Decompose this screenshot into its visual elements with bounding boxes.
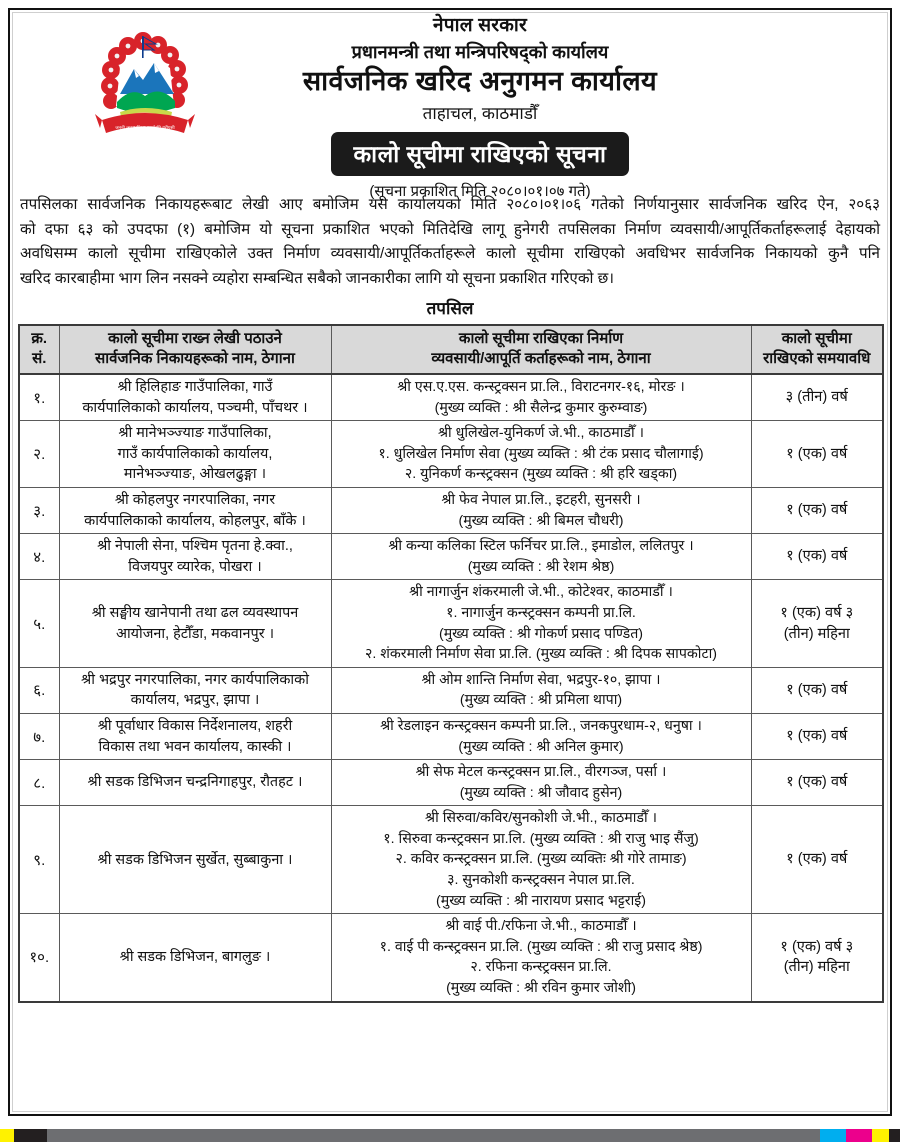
cell-public-body-line: मानेभञ्ज्याङ, ओखलढुङ्गा ।	[123, 466, 267, 483]
cell-duration	[751, 806, 883, 914]
column-header-duration-line2: राखिएको समयावधि	[763, 349, 871, 367]
table-row	[19, 580, 883, 667]
cell-public-body-line: श्री सडक डिभिजन, बागलुङ ।	[119, 949, 271, 966]
cell-firm-name-line: (मुख्य व्यक्ति : श्री बिमल चौधरी)	[458, 512, 624, 529]
blacklist-table	[18, 324, 884, 1003]
cell-public-body	[59, 580, 331, 667]
cell-public-body	[59, 421, 331, 488]
cell-serial-number	[19, 534, 59, 580]
cell-duration-line: १ (एक) वर्ष ३	[780, 938, 854, 955]
column-header-duration-line1: कालो सूचीमा	[781, 329, 852, 347]
cell-duration	[751, 713, 883, 759]
nepal-government-emblem-icon	[90, 28, 200, 152]
cell-firm-name	[331, 374, 751, 421]
cell-duration	[751, 421, 883, 488]
cell-firm-name	[331, 421, 751, 488]
paragraph-line-2: को दफा ६३ को उपदफा (१) बमोजिम यो सूचना प्रकाशित भएको मितिदेखि लागू हुनेगरी तपसिलका निर्माण व्यवसायी/आपूर्तिकर्ताहरूलाई देहायको	[20, 220, 880, 238]
parent-office-name: प्रधानमन्त्री तथा मन्त्रिपरिषद्को कार्यालय	[351, 41, 609, 62]
cell-public-body-line: कार्यपालिकाको कार्यालय, पञ्चमी, पाँचथर ।	[82, 399, 308, 416]
cell-firm-name-line: श्री वाई पी./रफिना जे.भी., काठमाडौँ ।	[445, 918, 637, 935]
cell-duration-line: १ (एक) वर्ष	[786, 851, 848, 868]
cell-duration	[751, 914, 883, 1002]
schedule-label: तपसिल	[426, 298, 474, 318]
print-bar-segment-black	[14, 1129, 47, 1142]
column-header-duration	[751, 325, 883, 375]
cell-firm-name-line: १. नागार्जुन कन्स्ट्रक्सन कम्पनी प्रा.लि.	[446, 604, 636, 621]
cell-firm-name-line: श्री कन्या कलिका स्टिल फर्निचर प्रा.लि., इमाडोल, ललितपुर ।	[388, 538, 694, 555]
cell-duration	[751, 487, 883, 533]
cell-serial-number	[19, 914, 59, 1002]
cell-duration-line: १ (एक) वर्ष	[786, 502, 848, 519]
cell-firm-name-line: १. सिरुवा कन्स्ट्रक्सन प्रा.लि. (मुख्य व्यक्ति : श्री राजु भाइ सैंजु)	[383, 830, 699, 847]
table-row	[19, 374, 883, 421]
cell-duration-line: १ (एक) वर्ष	[786, 548, 848, 565]
cell-public-body	[59, 713, 331, 759]
cell-serial-number-line: ९.	[33, 851, 46, 869]
cell-serial-number-line: २.	[33, 446, 46, 464]
print-bar-segment-magenta	[846, 1129, 872, 1142]
notice-paragraph	[18, 193, 882, 292]
cell-firm-name-line: श्री फेव नेपाल प्रा.लि., इटहरी, सुनसरी ।	[441, 491, 641, 508]
cell-public-body-line: श्री कोहलपुर नगरपालिका, नगर	[114, 492, 276, 509]
cell-firm-name-line: (मुख्य व्यक्ति : श्री अनिल कुमार)	[458, 738, 624, 755]
table-row	[19, 667, 883, 713]
cell-duration	[751, 760, 883, 806]
cell-serial-number-line: ३.	[33, 502, 46, 520]
cell-serial-number-line: ५.	[33, 615, 46, 633]
cell-duration-line: (तीन) महिना	[783, 625, 850, 642]
notice-title-banner: कालो सूचीमा राखिएको सूचना	[331, 132, 628, 176]
cell-firm-name-line: २. युनिकर्ण कन्स्ट्रक्सन (मुख्य व्यक्ति : श्री हरि खड्का)	[404, 466, 678, 483]
cell-serial-number	[19, 713, 59, 759]
publish-date: (सूचना प्रकाशित मिति २०८०।०१।०७ गते)	[369, 182, 591, 200]
paragraph-line-3: अवधिसम्म कालो सूचीमा राखिएकोले उक्त निर्माण व्यवसायी/आपूर्तिकर्ताहरूले कालो सूचीमा राखिएको अवधिभर सार्वजनिक निकायको कुनै पनि	[20, 245, 880, 263]
table-row	[19, 806, 883, 914]
print-bar-segment-gray	[47, 1129, 820, 1142]
column-header-public-body-line2: सार्वजनिक निकायहरूको नाम, ठेगाना	[95, 349, 295, 367]
cell-serial-number	[19, 667, 59, 713]
print-bar-segment-cyan	[820, 1129, 846, 1142]
cell-public-body-line: श्री पूर्वाधार विकास निर्देशनालय, शहरी	[97, 718, 293, 735]
cell-serial-number	[19, 760, 59, 806]
cell-duration-line: १ (एक) वर्ष	[786, 681, 848, 698]
table-row	[19, 534, 883, 580]
document-header	[18, 14, 882, 200]
cell-firm-name	[331, 914, 751, 1002]
cell-serial-number-line: ८.	[33, 774, 46, 792]
cell-public-body-line: श्री हिलिहाङ गाउँपालिका, गाउँ	[117, 379, 273, 396]
cell-duration-line: (तीन) महिना	[783, 959, 850, 976]
cell-serial-number-line: ७.	[33, 728, 46, 746]
svg-text:जननी जन्मभूमिश्च स्वर्गादपि गर: जननी जन्मभूमिश्च स्वर्गादपि गरीयसी	[115, 126, 175, 131]
cell-duration-line: १ (एक) वर्ष	[786, 445, 848, 462]
cell-public-body	[59, 760, 331, 806]
table-row	[19, 487, 883, 533]
cell-serial-number	[19, 580, 59, 667]
cell-public-body	[59, 667, 331, 713]
paragraph-line-4: खरिद कारबाहीमा भाग लिन नसक्ने व्यहोरा सम्बन्धित सबैको जानकारीका लागि यो सूचना प्रकाशित गरिएको छ।	[20, 269, 615, 287]
cell-serial-number-line: ४.	[33, 548, 46, 566]
cell-public-body-line: श्री सडक डिभिजन सुर्खेत, सुब्बाकुना ।	[97, 851, 293, 868]
cell-firm-name-line: (मुख्य व्यक्ति : श्री रविन कुमार जोशी)	[446, 980, 636, 997]
column-header-serial-line2: सं.	[32, 349, 47, 367]
cell-firm-name-line: (मुख्य व्यक्ति : श्री गोकर्ण प्रसाद पण्डित)	[438, 625, 644, 642]
table-body	[19, 374, 883, 1002]
column-header-public-body	[59, 325, 331, 375]
cell-firm-name-line: श्री सिरुवा/कविर/सुनकोशी जे.भी., काठमाडौँ ।	[425, 810, 657, 827]
cell-firm-name-line: श्री नागार्जुन शंकरमाली जे.भी., कोटेश्वर, काठमाडौँ ।	[409, 584, 673, 601]
cell-public-body-line: आयोजना, हेटौँडा, मकवानपुर ।	[115, 625, 275, 642]
cell-firm-name	[331, 806, 751, 914]
cmyk-registration-bar	[0, 1129, 900, 1142]
cell-duration	[751, 667, 883, 713]
cell-serial-number-line: १.	[33, 389, 46, 407]
cell-firm-name	[331, 580, 751, 667]
office-name: सार्वजनिक खरिद अनुगमन कार्यालय	[302, 66, 658, 97]
cell-public-body-line: गाउँ कार्यपालिकाको कार्यालय,	[117, 445, 273, 462]
cell-firm-name-line: २. कविर कन्स्ट्रक्सन प्रा.लि. (मुख्य व्यक्तिः श्री गोरे तामाङ)	[395, 851, 687, 868]
cell-duration-line: १ (एक) वर्ष ३	[780, 604, 854, 621]
office-address: ताहाचल, काठमाडौँ	[422, 103, 538, 123]
cell-firm-name-line: १. धुलिखेल निर्माण सेवा (मुख्य व्यक्ति : श्री टंक प्रसाद चौलागाई)	[378, 445, 704, 462]
government-name: नेपाल सरकार	[433, 15, 527, 36]
cell-public-body-line: श्री सडक डिभिजन चन्द्रनिगाहपुर, रौतहट ।	[87, 774, 303, 791]
cell-serial-number-line: १०.	[29, 949, 50, 967]
column-header-serial-line1: क्र.	[31, 329, 48, 347]
cell-serial-number-line: ६.	[33, 682, 46, 700]
cell-duration-line: ३ (तीन) वर्ष	[785, 389, 848, 406]
cell-public-body-line: श्री नेपाली सेना, पश्चिम पृतना हे.क्वा.,	[97, 538, 293, 555]
cell-public-body-line: श्री मानेभञ्ज्याङ गाउँपालिका,	[118, 425, 272, 442]
cell-public-body	[59, 806, 331, 914]
table-header-row	[19, 325, 883, 375]
cell-serial-number	[19, 806, 59, 914]
cell-firm-name-line: १. वाई पी कन्स्ट्रक्सन प्रा.लि. (मुख्य व्यक्ति : श्री राजु प्रसाद श्रेष्ठ)	[379, 938, 703, 955]
cell-public-body-line: विकास तथा भवन कार्यालय, कास्की ।	[98, 738, 292, 755]
cell-public-body-line: विजयपुर व्यारेक, पोखरा ।	[128, 558, 262, 575]
cell-firm-name-line: (मुख्य व्यक्ति : श्री नारायण प्रसाद भट्टराई)	[436, 892, 646, 909]
cell-duration-line: १ (एक) वर्ष	[786, 774, 848, 791]
cell-public-body-line: कार्यालय, भद्रपुर, झापा ।	[130, 692, 260, 709]
cell-firm-name-line: ३. सुनकोशी कन्स्ट्रक्सन नेपाल प्रा.लि.	[447, 872, 635, 889]
cell-serial-number	[19, 421, 59, 488]
cell-firm-name-line: श्री ओम शान्ति निर्माण सेवा, भद्रपुर-१०, झापा ।	[421, 671, 661, 688]
cell-firm-name-line: २. रफिना कन्स्ट्रक्सन प्रा.लि.	[470, 959, 612, 976]
cell-firm-name-line: (मुख्य व्यक्ति : श्री प्रमिला थापा)	[459, 692, 623, 709]
cell-firm-name	[331, 760, 751, 806]
cell-firm-name	[331, 713, 751, 759]
column-header-firm	[331, 325, 751, 375]
cell-public-body-line: श्री सङ्घीय खानेपानी तथा ढल व्यवस्थापन	[91, 605, 299, 622]
cell-public-body-line: कार्यपालिकाको कार्यालय, कोहलपुर, बाँके ।	[84, 512, 306, 529]
cell-firm-name	[331, 667, 751, 713]
print-bar-segment-yellow	[0, 1129, 14, 1142]
cell-public-body	[59, 914, 331, 1002]
cell-serial-number	[19, 487, 59, 533]
cell-duration-line: १ (एक) वर्ष	[786, 728, 848, 745]
column-header-public-body-line1: कालो सूचीमा राख्न लेखी पठाउने	[108, 329, 282, 347]
cell-public-body	[59, 374, 331, 421]
table-row	[19, 713, 883, 759]
cell-firm-name-line: (मुख्य व्यक्ति : श्री सैलेन्द्र कुमार कुरुम्वाङ)	[434, 399, 648, 416]
cell-public-body	[59, 534, 331, 580]
cell-firm-name-line: श्री एस.ए.एस. कन्स्ट्रक्सन प्रा.लि., विराटनगर-१६, मोरङ ।	[397, 379, 685, 395]
column-header-firm-line2: व्यवसायी/आपूर्ति कर्ताहरूको नाम, ठेगाना	[431, 349, 651, 367]
column-header-firm-line1: कालो सूचीमा राखिएका निर्माण	[458, 329, 624, 347]
cell-firm-name-line: (मुख्य व्यक्ति : श्री जौवाद हुसेन)	[459, 784, 623, 801]
cell-duration	[751, 580, 883, 667]
print-bar-segment-yellow-2	[872, 1129, 889, 1142]
cell-duration	[751, 374, 883, 421]
cell-firm-name-line: २. शंकरमाली निर्माण सेवा प्रा.लि. (मुख्य व्यक्ति : श्री दिपक सापकोटा)	[364, 646, 718, 663]
paragraph-line-1: तपसिलका सार्वजनिक निकायहरूबाट लेखी आए बमोजिम यस कार्यालयको मिति २०८०।०१।०६ गतेको निर्णयानुसार सार्वजनिक खरिद ऐन, २०६३	[20, 196, 880, 213]
table-row	[19, 760, 883, 806]
cell-firm-name-line: श्री सेफ मेटल कन्स्ट्रक्सन प्रा.लि., वीरगञ्ज, पर्सा ।	[415, 764, 667, 781]
cell-firm-name-line: श्री धुलिखेल-युनिकर्ण जे.भी., काठमाडौँ ।	[437, 425, 644, 442]
page-content	[18, 14, 882, 1112]
cell-public-body	[59, 487, 331, 533]
cell-duration	[751, 534, 883, 580]
table-row	[19, 421, 883, 488]
table-row	[19, 914, 883, 1002]
cell-firm-name	[331, 487, 751, 533]
cell-serial-number	[19, 374, 59, 421]
column-header-serial	[19, 325, 59, 375]
cell-public-body-line: श्री भद्रपुर नगरपालिका, नगर कार्यपालिकाको	[81, 671, 309, 688]
print-bar-segment-black-2	[889, 1129, 900, 1142]
cell-firm-name	[331, 534, 751, 580]
cell-firm-name-line: श्री रेडलाइन कन्स्ट्रक्सन कम्पनी प्रा.लि., जनकपुरधाम-२, धनुषा ।	[380, 717, 702, 734]
cell-firm-name-line: (मुख्य व्यक्ति : श्री रेशम श्रेष्ठ)	[467, 558, 615, 575]
